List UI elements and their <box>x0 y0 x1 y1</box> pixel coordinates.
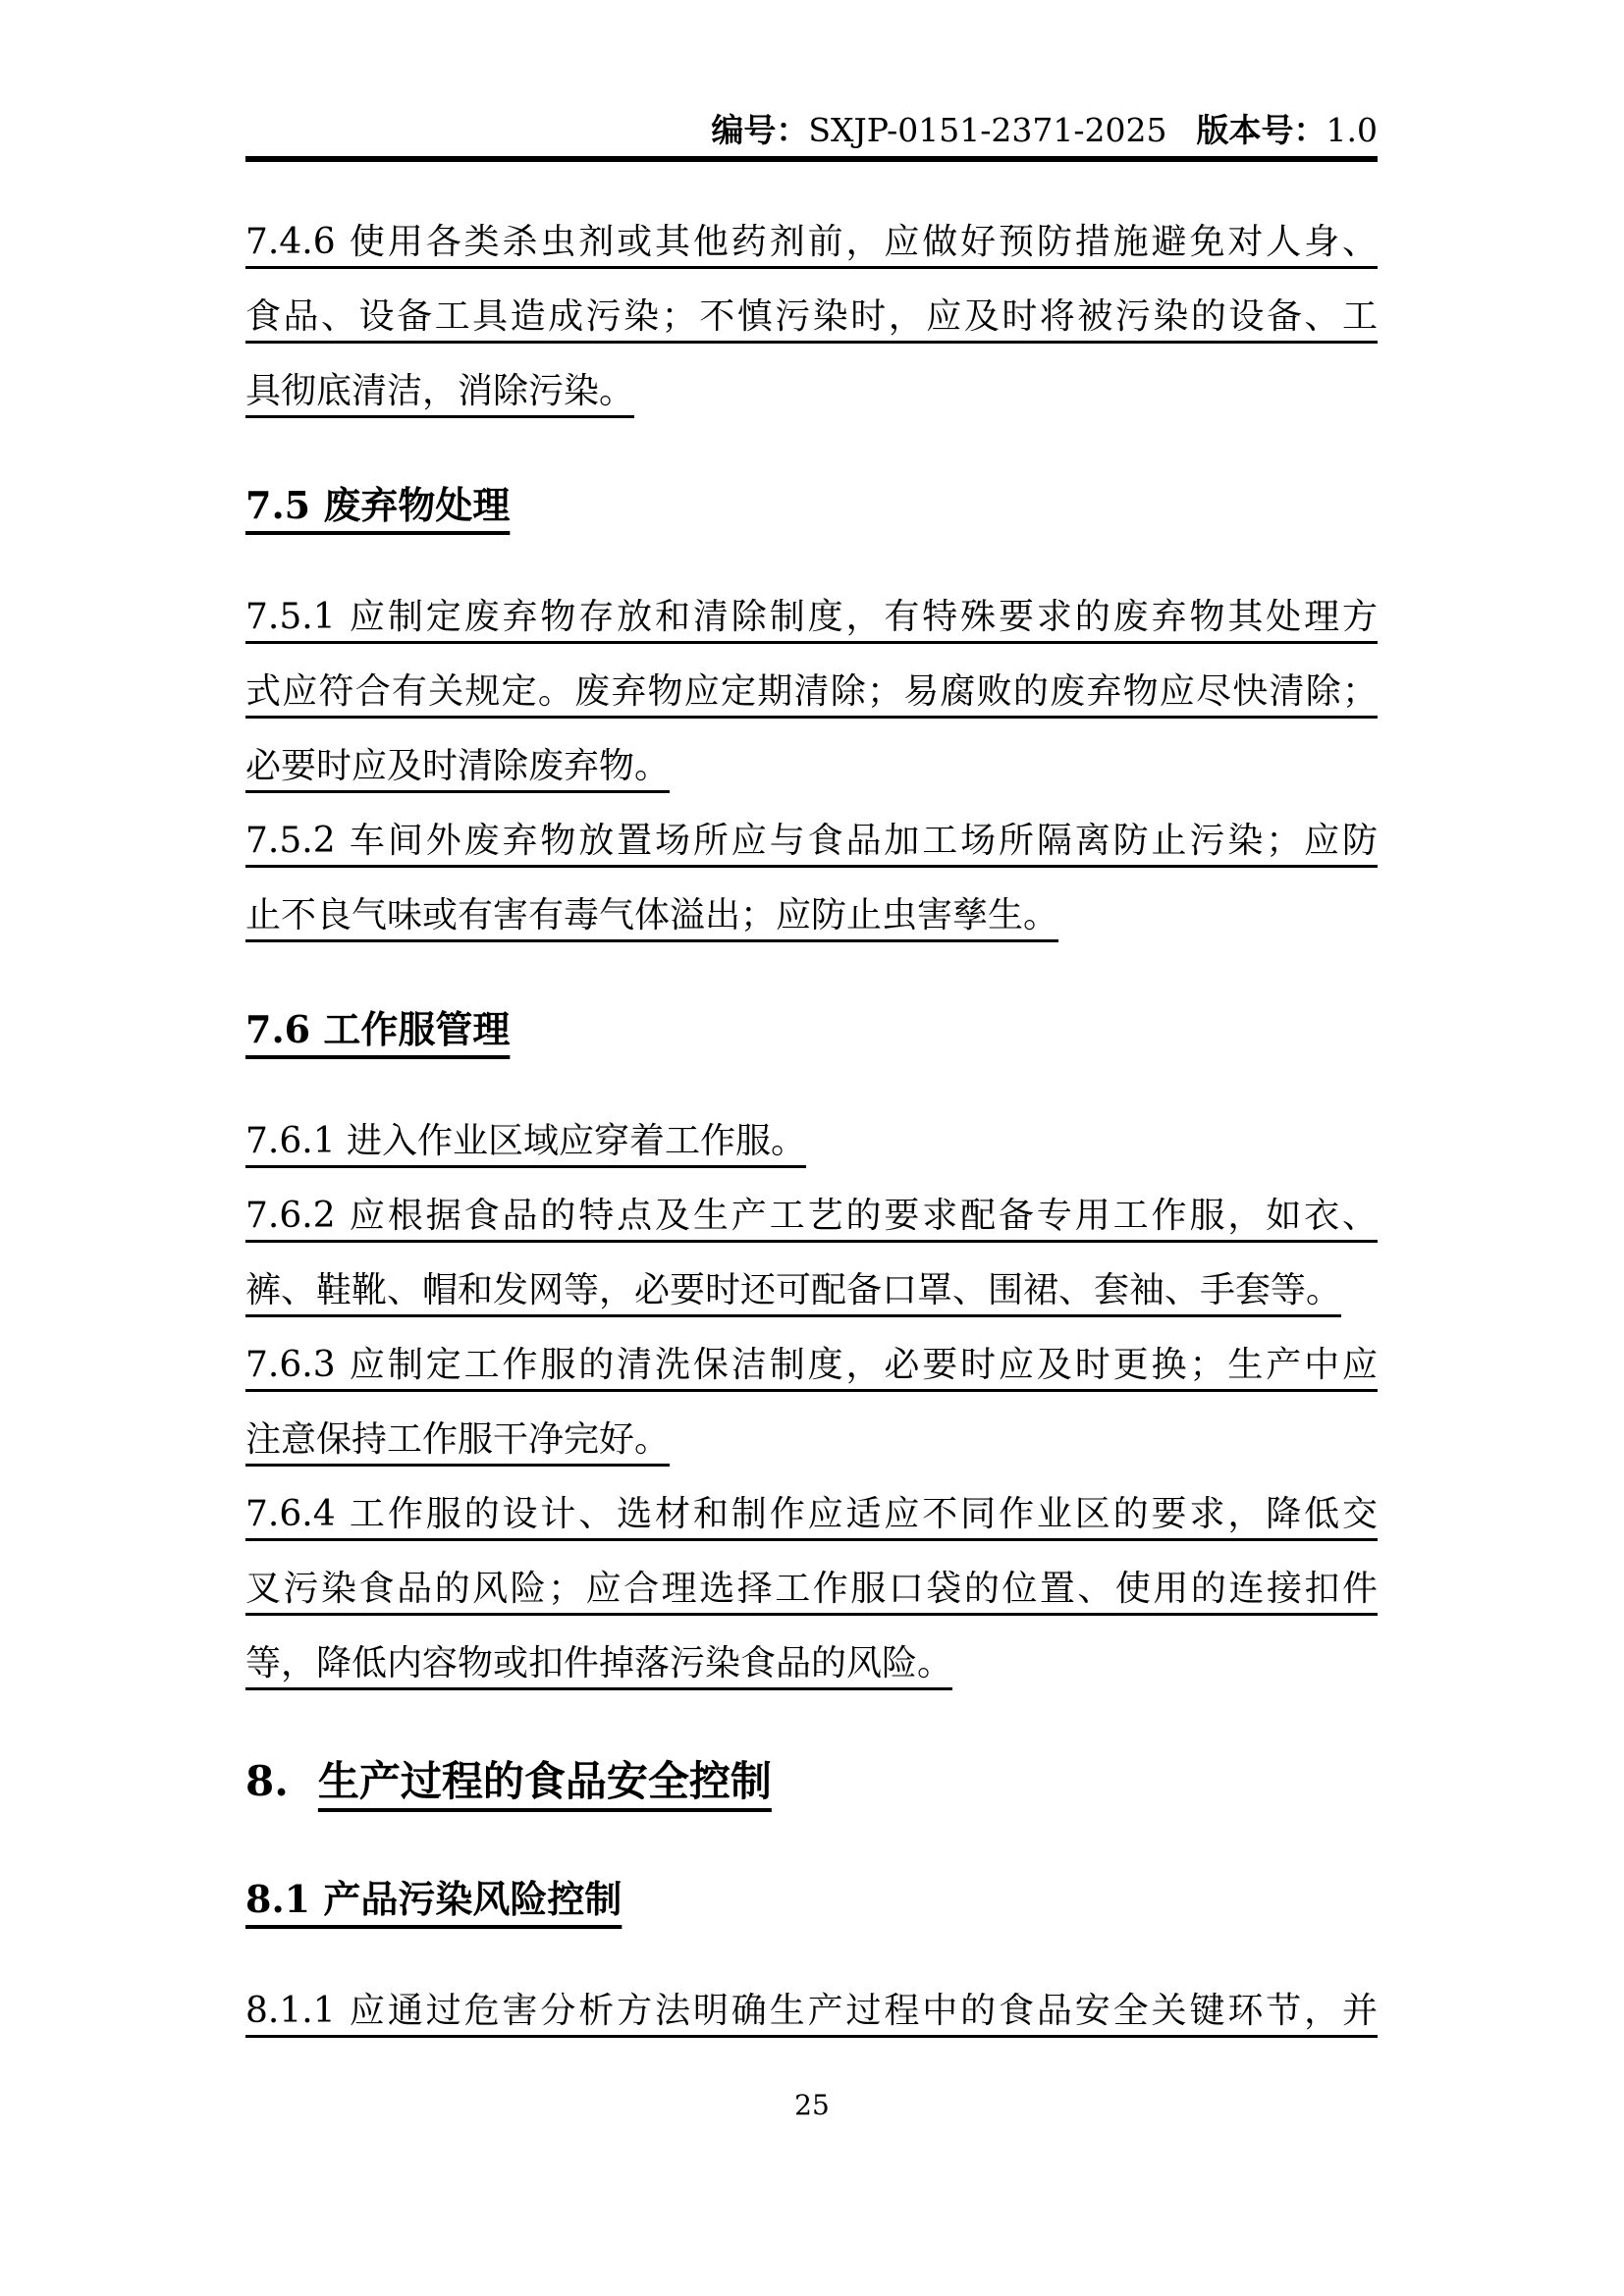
paragraph-7-5-1 <box>245 580 1378 804</box>
paragraph-line-text: 8.1.1 应通过危害分析方法明确生产过程中的食品安全关键环节，并 <box>245 1991 1378 2031</box>
paragraph-line <box>245 580 1378 655</box>
section-heading-7-6 <box>245 992 1378 1067</box>
chapter-number: 8. <box>245 1757 289 1805</box>
chapter-heading-text: 生产过程的食品安全控制 <box>317 1757 772 1805</box>
paragraph-line <box>245 1104 1378 1179</box>
paragraph-line-text: 叉污染食品的风险；应合理选择工作服口袋的位置、使用的连接扣件 <box>245 1569 1378 1609</box>
paragraph-line-text: 7.6.4 工作服的设计、选材和制作应适应不同作业区的要求，降低交 <box>245 1494 1378 1534</box>
paragraph-line-text: 止不良气味或有害有毒气体溢出；应防止虫害孳生。 <box>245 895 1059 935</box>
version-label: 版本号： <box>1196 111 1326 149</box>
doc-number-label: 编号： <box>711 111 809 149</box>
paragraph-line <box>245 729 1378 804</box>
paragraph-line-text: 必要时应及时清除废弃物。 <box>245 746 671 786</box>
paragraph-line <box>245 1179 1378 1254</box>
paragraph-line-text: 7.5.1 应制定废弃物存放和清除制度，有特殊要求的废弃物其处理方 <box>245 597 1378 637</box>
paragraph-line <box>245 1477 1378 1552</box>
chapter-heading-8 <box>245 1740 1378 1823</box>
paragraph-line <box>245 1254 1378 1328</box>
paragraph-line-text: 等，降低内容物或扣件掉落污染食品的风险。 <box>245 1643 953 1683</box>
paragraph-7-6-2 <box>245 1179 1378 1328</box>
paragraph-line-text: 食品、设备工具造成污染；不慎污染时，应及时将被污染的设备、工 <box>245 296 1378 337</box>
section-heading-7-5 <box>245 468 1378 543</box>
paragraph-line <box>245 804 1378 879</box>
document-header <box>245 110 1378 151</box>
paragraph-line-text: 具彻底清洁，消除污染。 <box>245 371 635 411</box>
paragraph-7-6-1 <box>245 1104 1378 1179</box>
paragraph-line <box>245 1403 1378 1477</box>
section-heading-text: 8.1 产品污染风险控制 <box>245 1877 623 1921</box>
paragraph-line-text: 7.5.2 车间外废弃物放置场所应与食品加工场所隔离防止污染；应防 <box>245 821 1378 861</box>
paragraph-7-6-3 <box>245 1328 1378 1477</box>
version-value: 1.0 <box>1326 111 1378 149</box>
paragraph-line <box>245 205 1378 280</box>
paragraph-line <box>245 879 1378 953</box>
paragraph-7-4-6 <box>245 205 1378 429</box>
paragraph-8-1-1 <box>245 1974 1378 2049</box>
paragraph-line <box>245 1552 1378 1627</box>
paragraph-line-text: 裤、鞋靴、帽和发网等，必要时还可配备口罩、围裙、套袖、手套等。 <box>245 1270 1342 1310</box>
header-divider-rule <box>245 156 1378 162</box>
paragraph-line-text: 7.6.1 进入作业区域应穿着工作服。 <box>245 1121 807 1161</box>
page-number: 25 <box>794 2089 830 2121</box>
paragraph-line-text: 7.6.2 应根据食品的特点及生产工艺的要求配备专用工作服，如衣、 <box>245 1196 1378 1236</box>
section-heading-8-1 <box>245 1862 1378 1937</box>
paragraph-line-text: 7.4.6 使用各类杀虫剂或其他药剂前，应做好预防措施避免对人身、 <box>245 222 1378 262</box>
document-content <box>245 0 1378 2049</box>
paragraph-line-text: 注意保持工作服干净完好。 <box>245 1419 671 1460</box>
paragraph-line <box>245 280 1378 354</box>
doc-number-value: SXJP-0151-2371-2025 <box>808 111 1167 149</box>
paragraph-7-6-4 <box>245 1477 1378 1701</box>
paragraph-line <box>245 1328 1378 1403</box>
paragraph-line <box>245 1974 1378 2049</box>
section-heading-text: 7.5 废弃物处理 <box>245 483 511 527</box>
paragraph-line <box>245 1627 1378 1701</box>
paragraph-line-text: 7.6.3 应制定工作服的清洗保洁制度，必要时应及时更换；生产中应 <box>245 1345 1378 1385</box>
section-heading-text: 7.6 工作服管理 <box>245 1007 511 1051</box>
paragraph-line-text: 式应符合有关规定。废弃物应定期清除；易腐败的废弃物应尽快清除； <box>245 671 1378 712</box>
paragraph-line <box>245 354 1378 429</box>
paragraph-line <box>245 655 1378 729</box>
paragraph-7-5-2 <box>245 804 1378 953</box>
